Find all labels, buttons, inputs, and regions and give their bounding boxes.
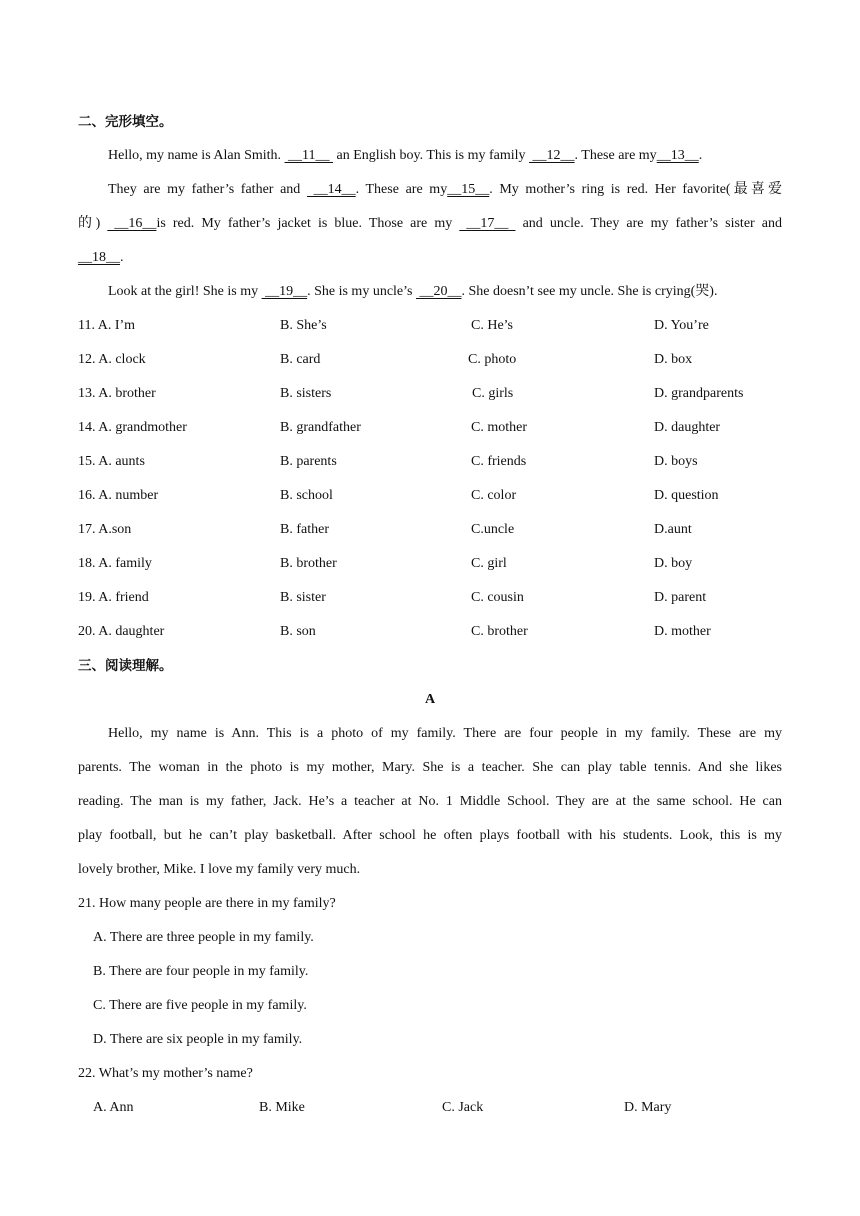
document-page bbox=[78, 112, 782, 1132]
question-22-option-d: D. Mary bbox=[624, 1100, 672, 1115]
question-row-16: 16. A. number B. school C. color D. question bbox=[78, 488, 719, 503]
passage-line-5: lovely brother, Mike. I love my family very much. bbox=[78, 862, 361, 877]
cloze-paragraph-line-1: Hello, my name is Alan Smith. __11__ an English boy. This is my family __12__. These are my__13__. bbox=[108, 148, 703, 163]
cloze-paragraph-line-2: They are my father’s father and __14__. These are my__15__. My mother’s ring is red. Her favorite(最喜爱 bbox=[108, 182, 782, 197]
blank-11: __11__ bbox=[284, 148, 334, 163]
question-21-option-c: C. There are five people in my family. bbox=[93, 998, 307, 1013]
question-22-option-b: B. Mike bbox=[259, 1100, 305, 1115]
question-row-19: 19. A. friend B. sister C. cousin D. parent bbox=[78, 590, 707, 605]
passage-line-4: play football, but he can’t play basketball. After school he often plays football with his students. Look, this is my bbox=[78, 828, 782, 843]
blank-13: __13__ bbox=[656, 148, 699, 163]
question-21-option-d: D. There are six people in my family. bbox=[93, 1032, 303, 1047]
question-21-option-b: B. There are four people in my family. bbox=[93, 964, 309, 979]
cloze-options bbox=[78, 316, 782, 656]
blank-18: __18__ bbox=[78, 250, 120, 265]
question-row-17: 17. A.son B. father C.uncle D.aunt bbox=[78, 522, 692, 537]
question-22-option-c: C. Jack bbox=[442, 1100, 484, 1115]
passage-line-1: Hello, my name is Ann. This is a photo of my family. There are four people in my family. These are my bbox=[108, 726, 782, 741]
question-row-11: 11. A. I’m B. She’s C. He’s D. You’re bbox=[78, 318, 709, 333]
blank-15: __15__ bbox=[447, 182, 490, 197]
question-row-14: 14. A. grandmother B. grandfather C. mother D. daughter bbox=[78, 420, 721, 435]
blank-19: __19__ bbox=[261, 284, 308, 299]
passage-label: A bbox=[424, 692, 436, 707]
passage-line-2: parents. The woman in the photo is my mother, Mary. She is a teacher. She can play table tennis. And she likes bbox=[78, 760, 782, 775]
question-21: 21. How many people are there in my family? bbox=[78, 896, 336, 911]
question-22: 22. What’s my mother’s name? bbox=[78, 1066, 253, 1081]
blank-20: __20__ bbox=[415, 284, 462, 299]
question-22-options bbox=[78, 1098, 782, 1132]
question-row-18: 18. A. family B. brother C. girl D. boy bbox=[78, 556, 693, 571]
cloze-paragraph-line-4: __18__. bbox=[78, 250, 124, 265]
blank-16: __16__ bbox=[107, 216, 157, 231]
question-row-15: 15. A. aunts B. parents C. friends D. boys bbox=[78, 454, 698, 469]
passage-line-3: reading. The man is my father, Jack. He’s a teacher at No. 1 Middle School. They are at the same school. He can bbox=[78, 794, 782, 809]
blank-17: __17__ bbox=[459, 216, 516, 231]
cloze-paragraph-line-5: Look at the girl! She is my __19__. She is my uncle’s __20__. She doesn’t see my uncle. She is crying(哭). bbox=[108, 284, 718, 299]
reading-passage bbox=[78, 724, 782, 894]
question-row-12: 12. A. clock B. card C. photo D. box bbox=[78, 352, 693, 367]
question-row-13: 13. A. brother B. sisters C. girls D. grandparents bbox=[78, 386, 744, 401]
blank-12: __12__ bbox=[529, 148, 575, 163]
blank-14: __14__ bbox=[306, 182, 356, 197]
section-heading-reading: 三、阅读理解。 bbox=[78, 658, 173, 674]
question-row-20: 20. A. daughter B. son C. brother D. mother bbox=[78, 624, 711, 639]
question-21-option-a: A. There are three people in my family. bbox=[93, 930, 314, 945]
cloze-paragraph-line-3: 的) __16__is red. My father’s jacket is blue. Those are my __17__ and uncle. They are my father’s sister and bbox=[78, 216, 782, 231]
section-heading-cloze: 二、完形填空。 bbox=[78, 114, 173, 130]
question-22-option-a: A. Ann bbox=[93, 1100, 134, 1115]
